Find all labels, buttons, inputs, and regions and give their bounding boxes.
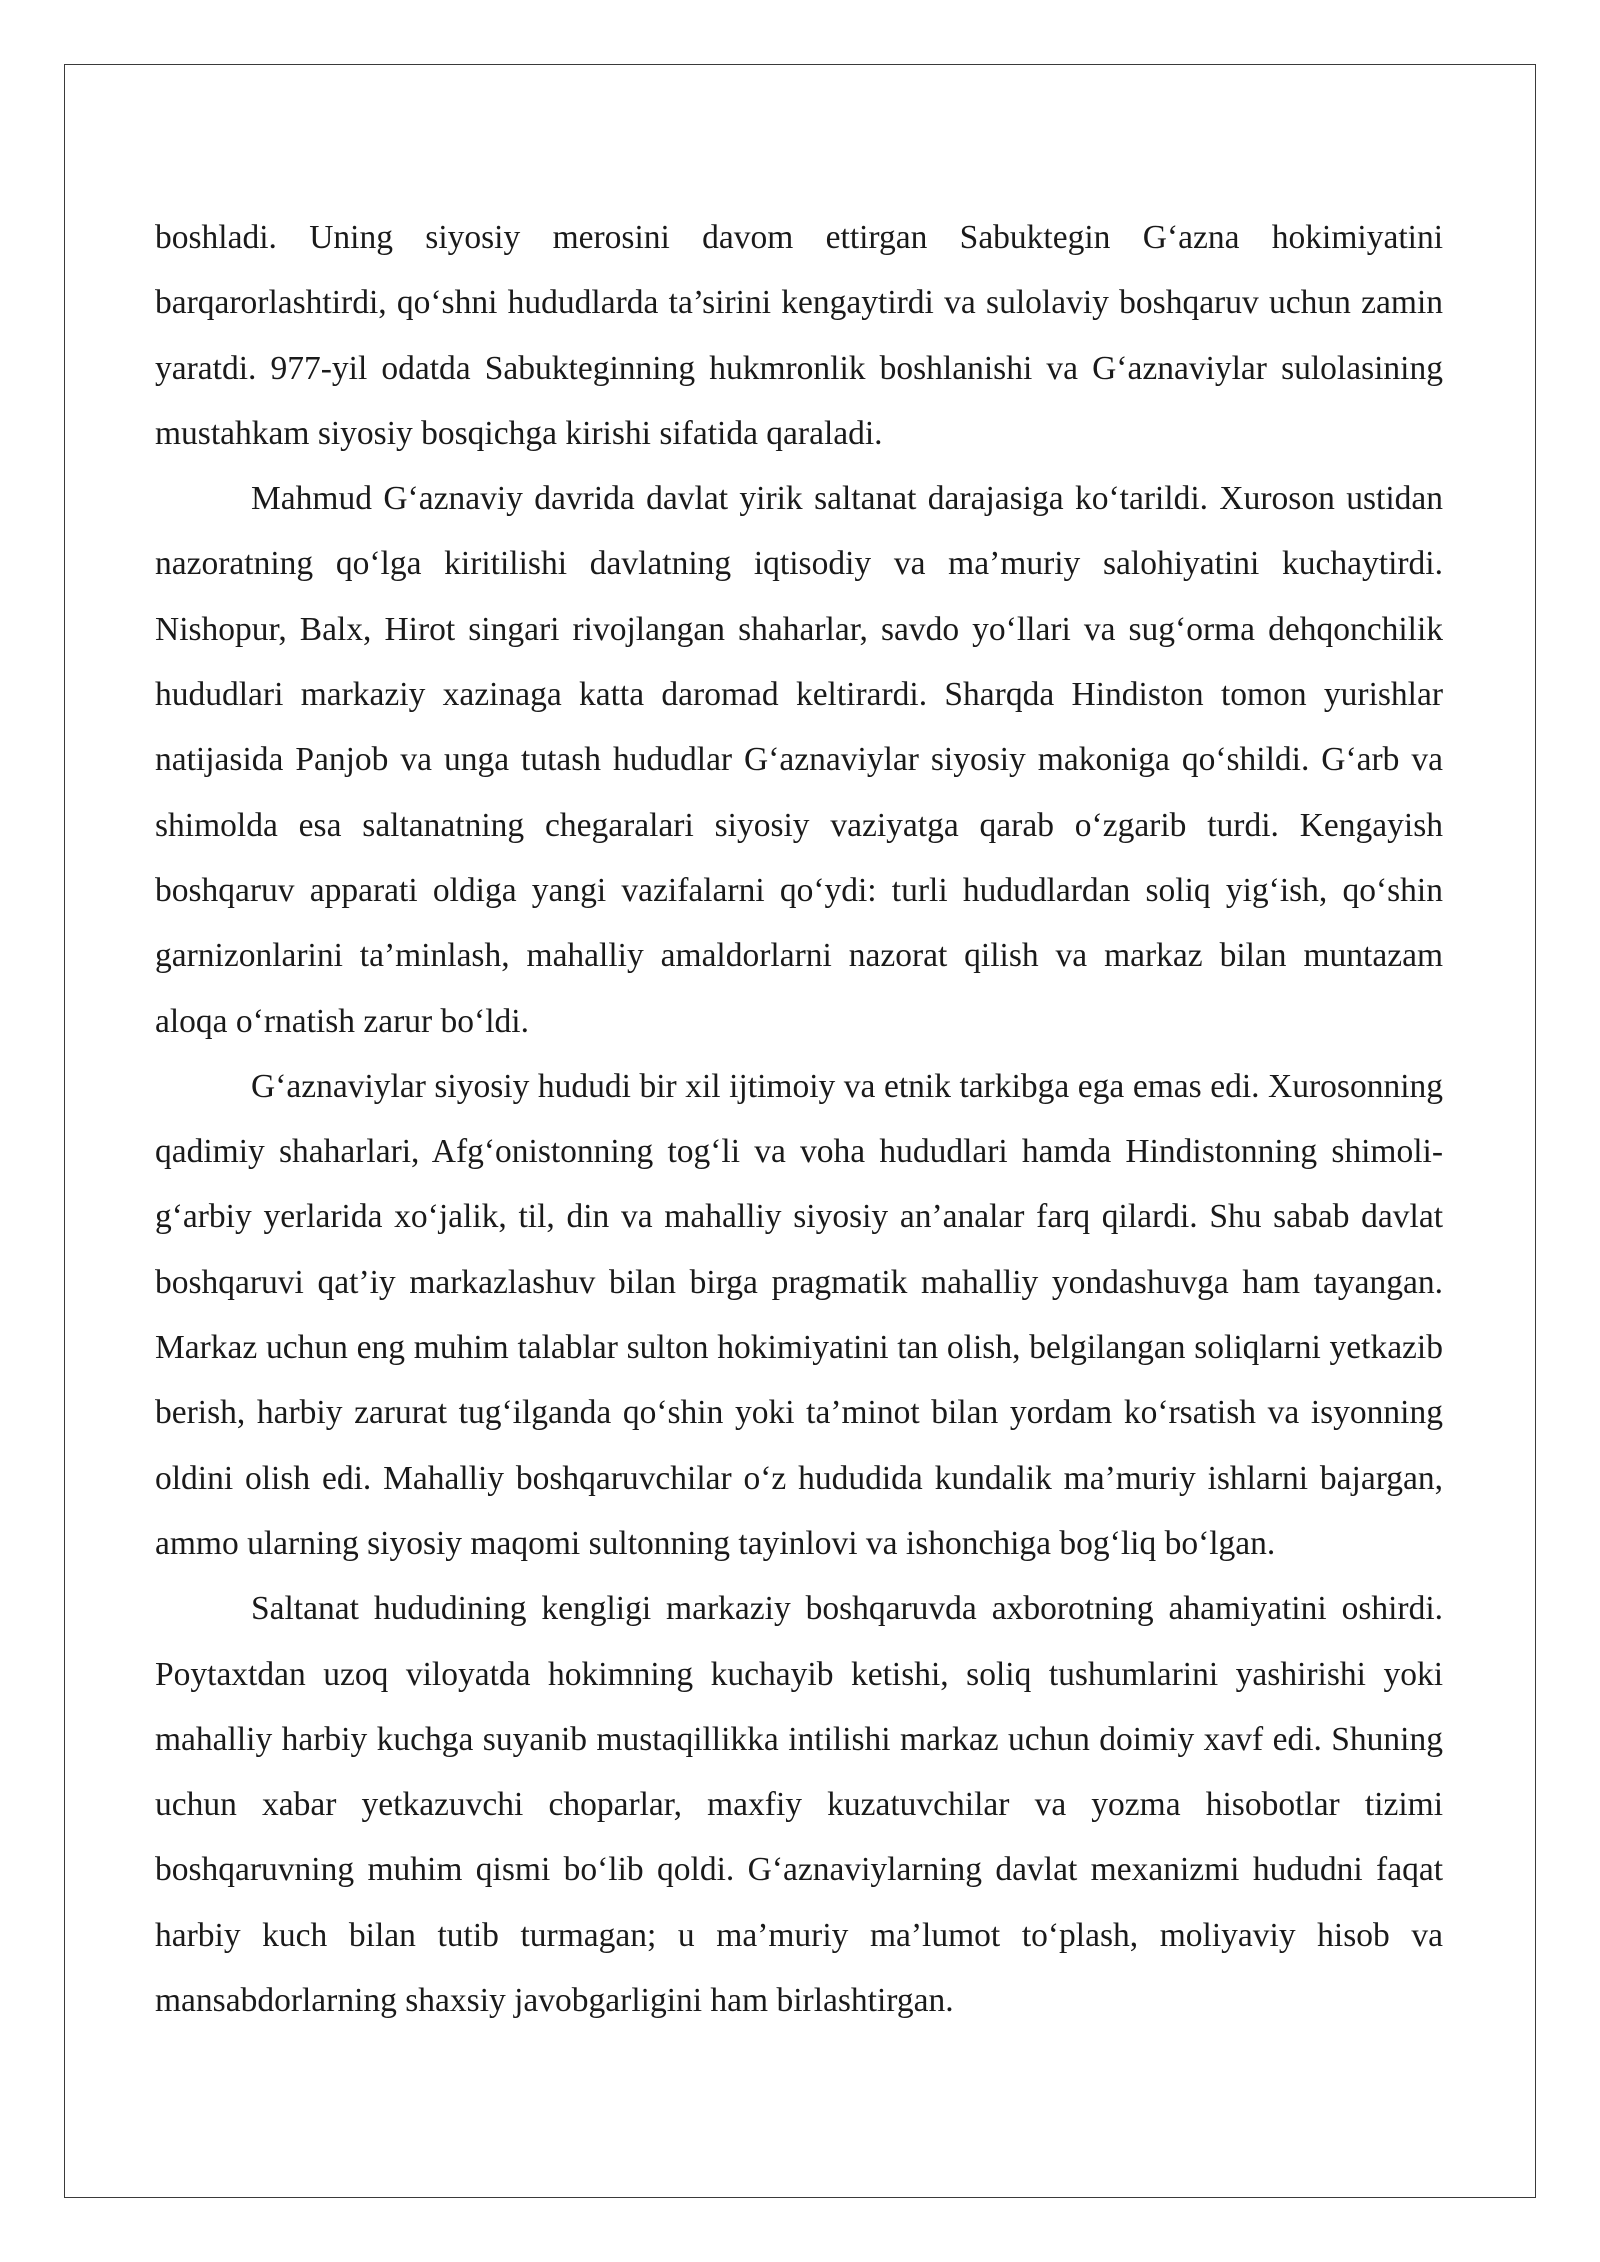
page-frame [64,64,1536,2198]
paragraph-continuation: boshladi. Uning siyosiy merosini davom ettirgan Sabuktegin G‘azna hokimiyatini barqarorlashtirdi, qo‘shni hududlarda ta’sirini kengaytirdi va sulolaviy boshqaruv uchun zamin yaratdi. 977-yil odatda Sabukteginning hukmronlik boshlanishi va G‘aznaviylar sulolasining mustahkam siyosiy bosqichga kirishi sifatida qaraladi. [155,219,1443,452]
paragraph-territory: G‘aznaviylar siyosiy hududi bir xil ijtimoiy va etnik tarkibga ega emas edi. Xurosonning qadimiy shaharlari, Afg‘onistonning tog‘li va voha hududlari hamda Hindistonning shimoli-g‘arbiy yerlarida xo‘jalik, til, din va mahalliy siyosiy an’analar farq qilardi. Shu sabab davlat boshqaruvi qat’iy markazlashuv bilan birga pragmatik mahalliy yondashuvga ham tayangan. Markaz uchun eng muhim talablar sulton hokimiyatini tan olish, belgilangan soliqlarni yetkazib berish, harbiy zarurat tug‘ilganda qo‘shin yoki ta’minot bilan yordam ko‘rsatish va isyonning oldini olish edi. Mahalliy boshqaruvchilar o‘z hududida kundalik ma’muriy ishlarni bajargan, ammo ularning siyosiy maqomi sultonning tayinlovi va ishonchiga bog‘liq bo‘lgan. [155,1067,1443,1562]
paragraph-information: Saltanat hududining kengligi markaziy boshqaruvda axborotning ahamiyatini oshirdi. Poytaxtdan uzoq viloyatda hokimning kuchayib ketishi, soliq tushumlarini yashirishi yoki mahalliy harbiy kuchga suyanib mustaqillikka intilishi markaz uchun doimiy xavf edi. Shuning uchun xabar yetkazuvchi choparlar, maxfiy kuzatuvchilar va yozma hisobotlar tizimi boshqaruvning muhim qismi bo‘lib qoldi. G‘aznaviylarning davlat mexanizmi hududni faqat harbiy kuch bilan tutib turmagan; u ma’muriy ma’lumot to‘plash, moliyaviy hisob va mansabdorlarning shaxsiy javobgarligini ham birlashtirgan. [155,1590,1443,2020]
document-body [155,205,1443,2033]
paragraph-mahmud: Mahmud G‘aznaviy davrida davlat yirik saltanat darajasiga ko‘tarildi. Xuroson ustidan nazoratning qo‘lga kiritilishi davlatning iqtisodiy va ma’muriy salohiyatini kuchaytirdi. Nishopur, Balx, Hirot singari rivojlangan shaharlar, savdo yo‘llari va sug‘orma dehqonchilik hududlari markaziy xazinaga katta daromad keltirardi. Sharqda Hindiston tomon yurishlar natijasida Panjob va unga tutash hududlar G‘aznaviylar siyosiy makoniga qo‘shildi. G‘arb va shimolda esa saltanatning chegaralari siyosiy vaziyatga qarab o‘zgarib turdi. Kengayish boshqaruv apparati oldiga yangi vazifalarni qo‘ydi: turli hududlardan soliq yig‘ish, qo‘shin garnizonlarini ta’minlash, mahalliy amaldorlarni nazorat qilish va markaz bilan muntazam aloqa o‘rnatish zarur bo‘ldi. [155,480,1443,1040]
